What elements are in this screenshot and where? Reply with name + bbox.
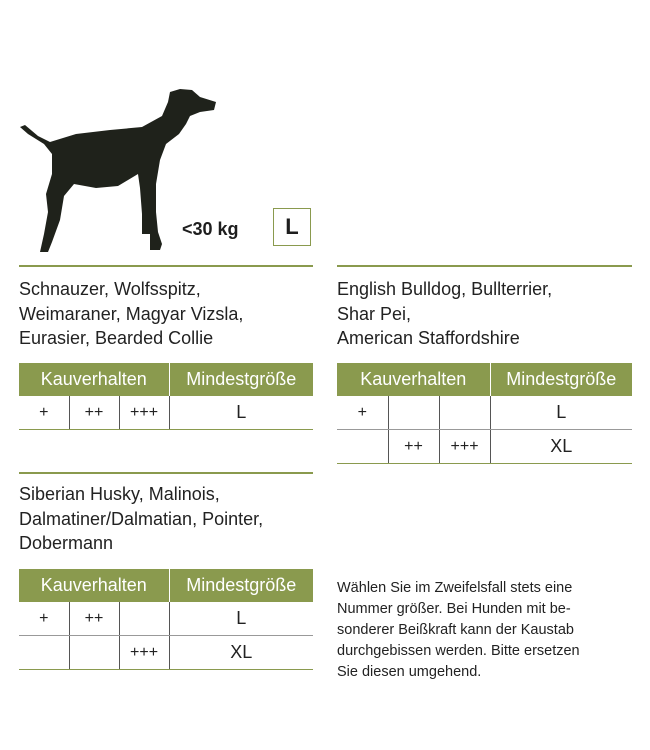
breed-line: Shar Pei, — [337, 303, 412, 324]
table-cell: +++ — [119, 636, 169, 670]
breed-line: Dobermann — [19, 533, 114, 553]
chewing-table-2 — [337, 363, 632, 464]
table-cell-size: XL — [490, 430, 632, 464]
column-header-kauverhalten: Kauverhalten — [19, 363, 169, 396]
size-badge — [273, 208, 311, 246]
table-cell: ++ — [388, 430, 439, 464]
divider — [337, 265, 632, 267]
table-cell-size: L — [490, 396, 632, 430]
table-row — [337, 430, 632, 464]
table-cell — [388, 396, 439, 430]
note-line: Wählen Sie im Zweifelsfall stets eine — [337, 580, 573, 596]
table-cell — [337, 430, 388, 464]
table-cell: + — [19, 602, 69, 636]
note-line: durchgebissen werden. Bitte ersetzen — [337, 643, 580, 659]
column-header-mindestgroesse: Mindestgröße — [169, 569, 313, 602]
breed-line: Eurasier, Bearded Collie — [19, 328, 214, 348]
table-row — [19, 636, 313, 670]
size-badge-label: L — [285, 214, 299, 239]
breed-line: Weimaraner, Magyar Vizsla, — [19, 303, 244, 324]
table-cell — [19, 636, 69, 670]
table-row — [19, 396, 313, 430]
weight-label: <30 kg — [182, 219, 239, 239]
table-cell-size: XL — [169, 636, 313, 670]
table-cell: +++ — [119, 396, 169, 430]
table-row — [337, 396, 632, 430]
breed-line: English Bulldog, Bullterrier, — [337, 279, 553, 299]
note-line: sonderer Beißkraft kann der Kaustab — [337, 622, 574, 638]
table-cell: + — [337, 396, 388, 430]
breed-line: Schnauzer, Wolfsspitz, — [19, 279, 201, 299]
table-cell — [439, 396, 490, 430]
table-cell: +++ — [439, 430, 490, 464]
column-header-kauverhalten: Kauverhalten — [19, 569, 169, 602]
advice-note — [337, 578, 612, 683]
chewing-table-3 — [19, 569, 313, 670]
column-header-mindestgroesse: Mindestgröße — [169, 363, 313, 396]
breed-list-3 — [19, 482, 263, 556]
table-cell: ++ — [69, 396, 119, 430]
breed-list-2 — [337, 277, 552, 351]
note-line: Nummer größer. Bei Hunden mit be- — [337, 601, 571, 617]
breed-line: Dalmatiner/Dalmatian, Pointer, — [19, 508, 264, 529]
column-header-kauverhalten: Kauverhalten — [337, 363, 490, 396]
divider — [19, 265, 313, 267]
breed-line: American Staffordshire — [337, 328, 520, 348]
breed-list-1 — [19, 277, 243, 351]
divider — [19, 472, 313, 474]
table-cell-size: L — [169, 602, 313, 636]
column-header-mindestgroesse: Mindestgröße — [490, 363, 632, 396]
breed-line: Siberian Husky, Malinois, — [19, 484, 220, 504]
chewing-table-1 — [19, 363, 313, 430]
table-cell — [119, 602, 169, 636]
table-cell — [69, 636, 119, 670]
table-cell: ++ — [69, 602, 119, 636]
table-row — [19, 602, 313, 636]
table-cell-size: L — [169, 396, 313, 430]
note-line: Sie diesen umgehend. — [337, 664, 482, 680]
table-cell: + — [19, 396, 69, 430]
